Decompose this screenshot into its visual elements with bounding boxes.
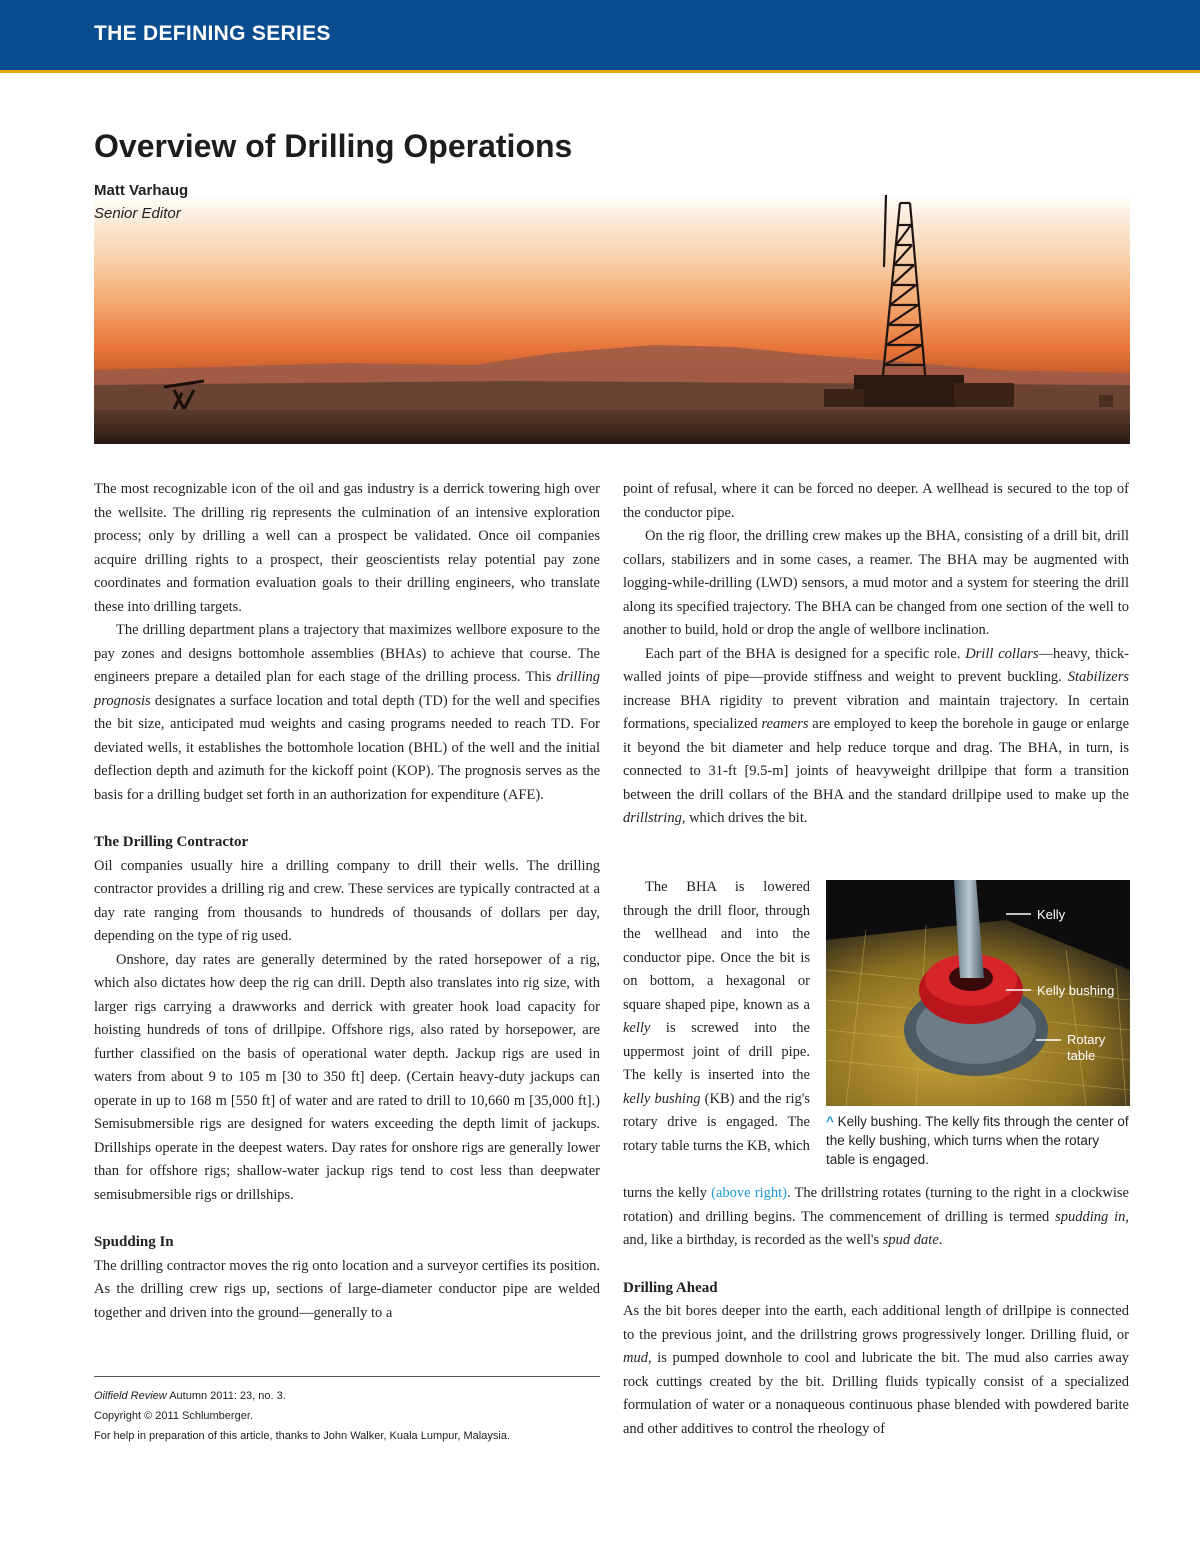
- paragraph: On the rig floor, the drilling crew makes up the BHA, consisting of a drill bit, drill collars, stabilizers and in some cases, a reamer. The BHA may be augmented with logging-while-drilling (LWD) sensors, a mud motor and a system for steering the drill along its specified trajectory. The BHA can be changed from one section of the well to another to build, hold or drop the angle of wellbore inclination.: [623, 528, 1129, 638]
- series-title: THE DEFINING SERIES: [94, 22, 331, 45]
- paragraph: Each part of the BHA is designed for a specific role. Drill collars—heavy, thick-walled joints of pipe—provide stiffness and weight to prevent buckling. Stabilizers increase BHA rigidity to prevent vibration and maintain trajectory. In certain formations, specialized reamers are employed to keep the borehole in gauge or enlarge it beyond the bit diameter and help reduce torque and drag. The BHA, in turn, is connected to 31-ft [9.5-m] joints of heavyweight drillpipe that form a transition between the drill collars of the BHA and the standard drillpipe used to make up the drillstring, which drives the bit.: [623, 645, 1130, 826]
- paragraph: point of refusal, where it can be forced no deeper. A wellhead is secured to the top of the conductor pipe.: [623, 481, 1129, 521]
- figure-caption: ^ Kelly bushing. The kelly fits through the center of the kelly bushing, which turns when the rotary table is engaged.: [826, 1114, 1129, 1167]
- figure-reference-link[interactable]: (above right): [711, 1185, 787, 1201]
- footnote: Oilfield Review Autumn 2011: 23, no. 3. Copyright © 2011 Schlumberger. For help in preparation of this article, thanks to John Walker, Kuala Lumpur, Malaysia.: [94, 1390, 510, 1442]
- paragraph: The drilling contractor moves the rig onto location and a surveyor certifies its position. As the drilling crew rigs up, sections of large-diameter conductor pipe are welded together and driven into the ground—generally to a: [94, 1257, 600, 1321]
- wrapped-paragraph: The BHA is lowered through the drill floor, through the wellhead and into the conductor pipe. Once the bit is on bottom, a hexagonal or square shaped pipe, known as a kelly is screwed into the uppermost joint of drill pipe. The kelly is inserted into the kelly bushing (KB) and the rig's rotary drive is engaged. The rotary table turns the KB, which: [623, 879, 810, 1154]
- label-kelly: Kelly: [1037, 907, 1066, 922]
- paragraph: As the bit bores deeper into the earth, each additional length of drillpipe is connected to the previous joint, and the drillstring grows progressively longer. Drilling fluid, or mud, is pumped downhole to cool and lubricate the bit. The mud also carries away rock cuttings created by the bit. Drilling fluids typically consist of a specialized formulation of water or a nonaqueous continuous phase blended with powdered barite and other additives to control the rheology of: [623, 1303, 1129, 1437]
- caret-up-icon: ^: [826, 1114, 834, 1129]
- rig-sunset-photo: [94, 195, 1130, 444]
- label-rotary: Rotary: [1067, 1032, 1106, 1047]
- paragraph: The most recognizable icon of the oil and gas industry is a derrick towering high over the wellsite. The drilling rig represents the culmination of an intensive exploration process; only by drilling a well can a prospect be validated. Once oil companies acquire drilling rights to a prospect, their geoscientists relay potential pay zone coordinates and formation evaluation goals to their drilling engineers, who translate these into drilling targets.: [94, 481, 600, 615]
- label-kelly-bushing: Kelly bushing: [1037, 983, 1115, 998]
- article-title: Overview of Drilling Operations: [94, 128, 573, 164]
- column-left: [94, 478, 600, 1325]
- kelly-bushing-figure: [826, 880, 1130, 1106]
- column-right-lower: [623, 1182, 1129, 1441]
- section-heading: Spudding In: [94, 1234, 174, 1250]
- paragraph: Onshore, day rates are generally determined by the rated horsepower of a rig, which also dictates how deep the rig can drill. Depth also translates into rig size, with larger rigs carrying a drawworks and derrick with greater hook load capacity for hoisting hundreds of tons of drillpipe. Offshore rigs, also rated by horsepower, are further classified on the basis of operational water depth. Jackup rigs are used in waters from about 9 to 105 m [30 to 350 ft] deep. (Certain heavy-duty jackups can operate in up to 168 m [550 ft] of water and are rated to drill to 10,660 m [35,000 ft].) Semisubmersible rigs are designed for waters exceeding the depth limit of jackups. Drillships operate in the deepest waters. Day rates for onshore rigs are generally lower than for offshore rigs; shallow-water jackup rigs tend to cost less than deepwater semisubmersible rigs or drillships.: [94, 951, 600, 1203]
- series-banner: [0, 0, 1200, 73]
- column-right: [623, 478, 1129, 831]
- author-name: Matt Varhaug: [94, 182, 189, 199]
- label-table: table: [1067, 1048, 1096, 1063]
- author-role: Senior Editor: [94, 205, 181, 222]
- section-heading: The Drilling Contractor: [94, 834, 249, 850]
- paragraph: Oil companies usually hire a drilling company to drill their wells. The drilling contractor provides a drilling rig and crew. These services are typically contracted at a day rate ranging from thousands to hundreds of thousands of dollars per day, depending on the type of rig used.: [94, 857, 600, 944]
- footer-divider: [94, 1376, 600, 1377]
- section-heading: Drilling Ahead: [623, 1279, 718, 1296]
- paragraph: turns the kelly (above right). The drillstring rotates (turning to the right in a clockwise rotation) and drilling begins. The commencement of drilling is termed spudding in, and, like a birthday, is recorded as the well's spud date.: [623, 1185, 1129, 1248]
- paragraph: The drilling department plans a trajectory that maximizes wellbore exposure to the pay zones and designs bottomhole assemblies (BHAs) to achieve that course. The engineers prepare a detailed plan for each stage of the drilling process. This drilling prognosis designates a surface location and total depth (TD) for the well and specifies the bit size, anticipated mud weights and casing programs needed to reach TD. For deviated wells, it establishes the bottomhole location (BHL) of the well and the initial deflection depth and azimuth for the kickoff point (KOP). The prognosis serves as the basis for a drilling budget set forth in an authorization for expenditure (AFE).: [94, 622, 600, 803]
